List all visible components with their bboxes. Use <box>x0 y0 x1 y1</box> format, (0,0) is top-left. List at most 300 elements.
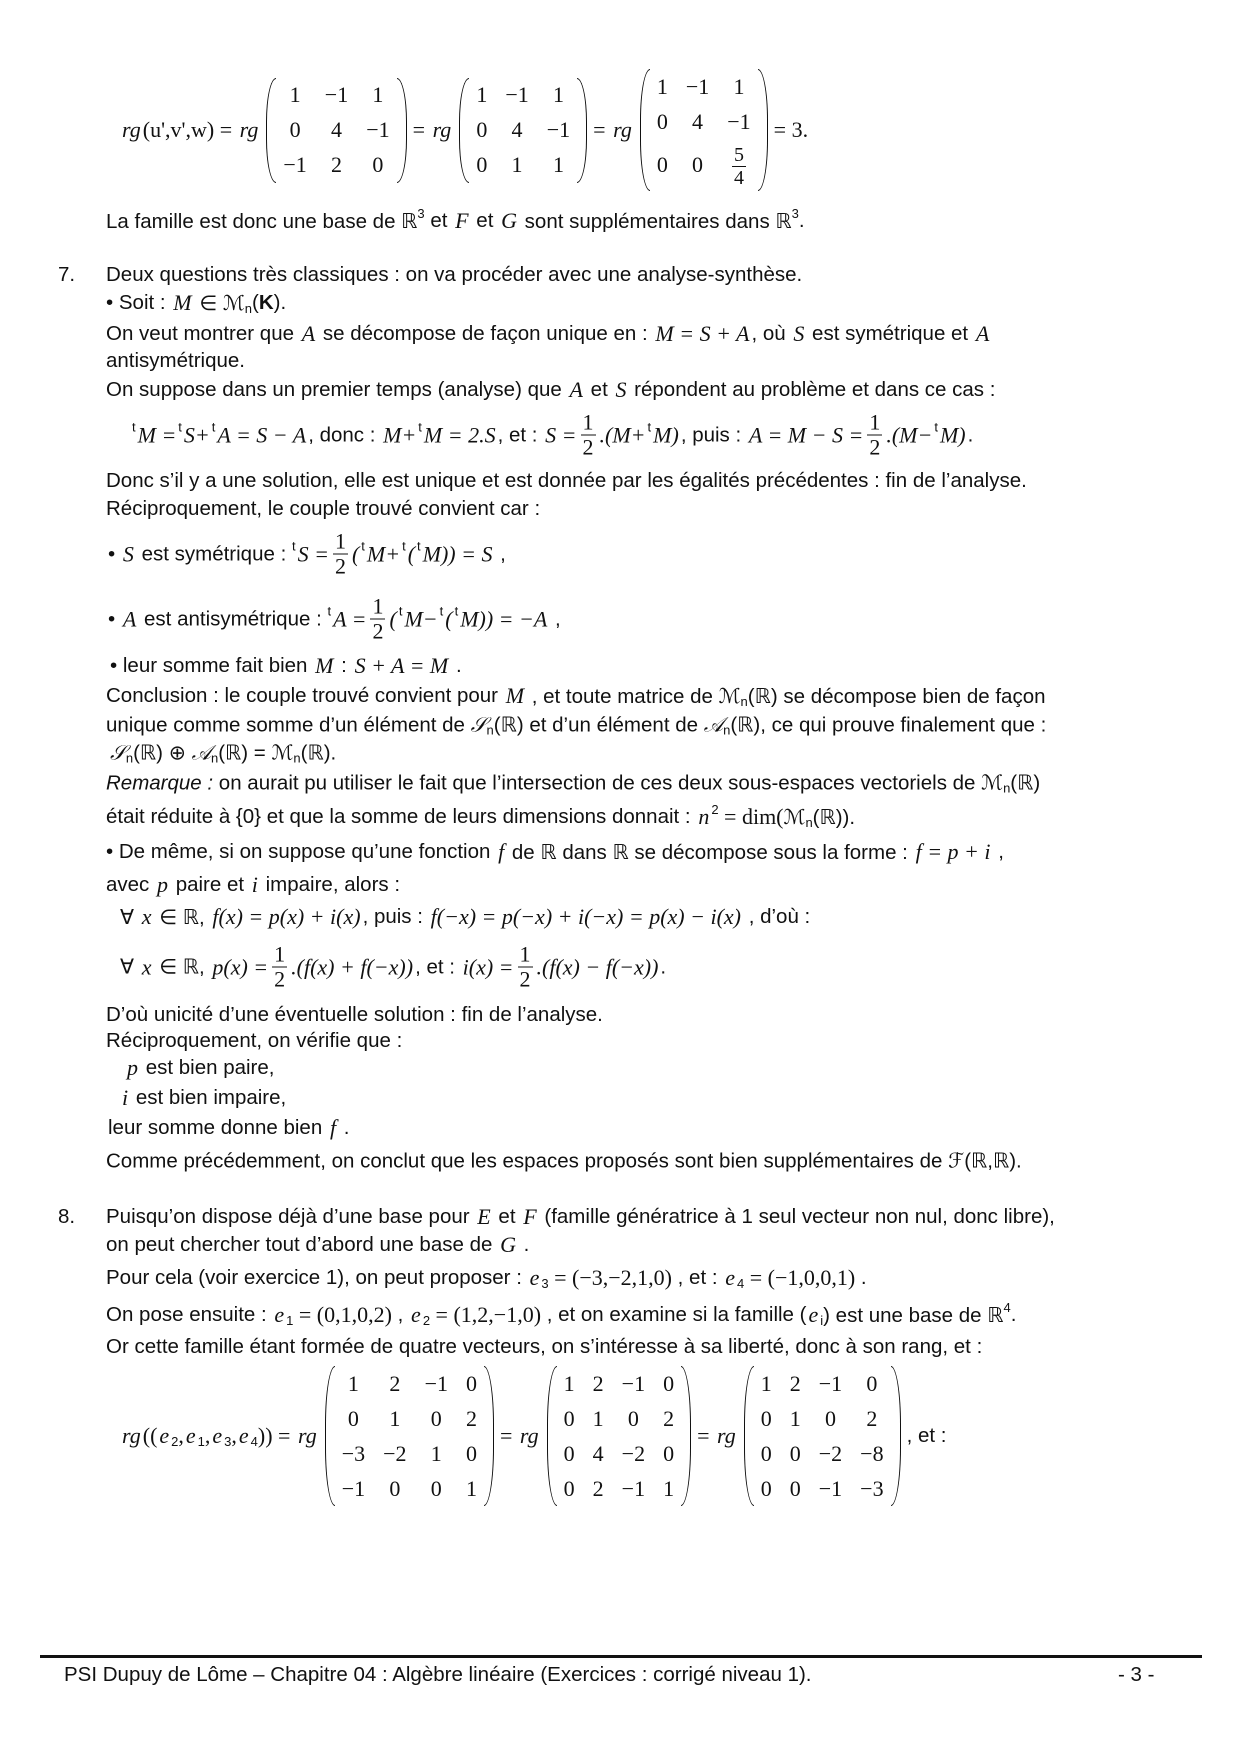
text-line <box>106 321 991 347</box>
text: Puisqu’on dispose déjà d’une base pour <box>106 1205 476 1228</box>
fraction-denominator: 2 <box>869 434 881 460</box>
math-expression: p <box>127 1055 138 1080</box>
matrix-cell: 4 <box>511 117 523 142</box>
math-expression: e <box>212 1423 223 1448</box>
text: , <box>494 542 506 565</box>
text: , puis : <box>362 905 429 928</box>
text-line <box>120 904 810 930</box>
text: (ℝ) et d’un élément de <box>493 713 704 737</box>
matrix <box>744 1366 901 1506</box>
matrix-cell <box>718 139 759 191</box>
matrix-cell: 0 <box>465 1370 477 1396</box>
math-expression: M)) = −A <box>460 606 548 631</box>
text: . <box>338 1116 350 1139</box>
matrix-cell: −1 <box>685 73 710 99</box>
text: . <box>450 654 462 677</box>
math-expression: = <box>499 1423 518 1448</box>
math-expression: f(x) = p(x) + i(x) <box>212 904 361 929</box>
math-expression: .(M− <box>886 422 933 447</box>
matrix-cell: 2 <box>592 1475 604 1501</box>
math-expression: e <box>725 1265 736 1290</box>
matrix-cell: 0 <box>465 1440 477 1466</box>
subscript: 1 <box>286 1312 294 1328</box>
math-expression: S+ <box>183 422 210 447</box>
superscript: t <box>361 538 365 554</box>
math-expression: F <box>455 208 469 233</box>
text-line <box>106 1149 1022 1174</box>
matrix-cell: 1 <box>347 1370 359 1396</box>
matrix-cell: 2 <box>465 1405 477 1431</box>
matrix-cell: 2 <box>592 1370 604 1396</box>
fraction-denominator: 4 <box>733 167 744 189</box>
matrix-cell: −3 <box>860 1475 884 1501</box>
superscript: t <box>132 419 136 435</box>
fraction-denominator: 2 <box>372 618 384 644</box>
matrix-cell: 0 <box>563 1405 575 1431</box>
matrix-cell: 0 <box>656 108 668 134</box>
text: Deux questions très classiques : on va procéder avec une analyse-synthèse. <box>106 263 803 286</box>
matrix-cell: −1 <box>505 82 529 107</box>
matrix-cell: 2 <box>389 1370 401 1396</box>
text: : <box>335 654 353 677</box>
math-expression: S = <box>297 541 329 566</box>
text: , et on examine si la famille ( <box>541 1303 807 1326</box>
text: (ℝ) ⊕ <box>133 741 192 765</box>
matrix-cell: −2 <box>621 1440 646 1466</box>
math-expression: S <box>793 321 805 346</box>
text-line <box>106 683 1046 709</box>
superscript: t <box>211 419 216 435</box>
math-expression: .(f(x) + f(−x)) <box>291 954 414 979</box>
matrix-cell: 1 <box>552 152 564 177</box>
matrix-cell: 0 <box>476 117 488 142</box>
text-line <box>106 1003 603 1027</box>
matrix-cell: 1 <box>733 73 745 99</box>
matrix-cell: −2 <box>383 1440 407 1466</box>
text: (ℝ) se décompose bien de façon <box>747 684 1046 708</box>
text: ℳ <box>783 805 806 829</box>
superscript: t <box>398 603 403 619</box>
math-expression: p(x) = <box>212 954 269 979</box>
math-expression: f(−x) = p(−x) + i(−x) = p(x) − i(x) <box>430 904 741 929</box>
matrix-cell: 0 <box>789 1475 801 1501</box>
text: Or cette famille étant formée de quatre vecteurs, on s’intéresse à sa liberté, donc à son rang, et : <box>106 1335 983 1358</box>
text: (ℝ)). <box>812 805 856 829</box>
text-line <box>120 69 808 191</box>
math-expression: x <box>141 954 152 979</box>
matrix-cell: 4 <box>331 117 342 142</box>
matrix-cell: 1 <box>372 82 384 107</box>
math-expression: e <box>529 1265 540 1290</box>
text: Réciproquement, on vérifie que : <box>106 1029 403 1052</box>
matrix-cell: 4 <box>592 1440 604 1466</box>
math-expression: e <box>274 1302 285 1327</box>
text: La famille est donc une base de ℝ <box>106 209 418 233</box>
math-expression: (u',v',w) = <box>142 117 238 142</box>
matrix-cell: −2 <box>818 1440 843 1466</box>
math-expression: A = S − A <box>217 422 307 447</box>
item-number: 8. <box>58 1205 76 1228</box>
matrix-cell: 0 <box>866 1370 878 1396</box>
matrix-cell: 0 <box>656 152 668 177</box>
math-expression: M) <box>939 422 966 447</box>
math-expression: S + A = M <box>354 653 449 678</box>
text: , et : <box>415 955 461 978</box>
italic-text: 𝒜 <box>191 741 211 764</box>
text: ). <box>273 291 287 314</box>
text-line <box>108 530 506 579</box>
math-expression: = dim( <box>718 804 784 829</box>
text-line <box>132 411 973 460</box>
fraction <box>581 411 596 460</box>
fraction <box>370 595 385 644</box>
text-line <box>106 469 1027 493</box>
math-expression: n <box>698 804 710 829</box>
subscript: n <box>723 722 731 738</box>
text-line <box>106 1204 1055 1230</box>
math-expression: = <box>697 1423 715 1448</box>
math-expression: M+ <box>383 422 417 447</box>
matrix-cell: −1 <box>424 1370 448 1396</box>
math-expression: x <box>141 904 152 929</box>
matrix-cell: 0 <box>372 152 384 177</box>
text-line <box>120 943 666 992</box>
math-expression: S = <box>545 422 577 447</box>
math-expression: A = <box>333 606 367 631</box>
subscript: n <box>244 300 253 316</box>
matrix <box>325 1366 494 1506</box>
text-line <box>106 497 540 521</box>
math-expression: e <box>411 1302 421 1327</box>
math-expression: ( <box>389 606 397 631</box>
text: est symétrique : <box>135 542 292 565</box>
subscript: n <box>1003 780 1011 796</box>
superscript: t <box>418 419 422 435</box>
superscript: 2 <box>711 801 719 817</box>
text: paire et <box>170 873 250 896</box>
text: D’où unicité d’une éventuelle solution : fin de l’analyse. <box>106 1003 603 1026</box>
text: ∈ ℝ, <box>153 955 211 979</box>
text: On veut montrer que <box>106 322 300 345</box>
math-expression: A = M − S = <box>748 422 864 447</box>
matrix-cell: 2 <box>331 152 342 177</box>
text: unique comme somme d’un élément de <box>106 713 471 736</box>
math-expression: = 3. <box>773 117 809 142</box>
text: , et toute matrice de ℳ <box>526 684 741 708</box>
text: (ℝ). <box>300 741 337 765</box>
matrix-cell: −1 <box>283 152 307 177</box>
math-expression: , <box>231 1423 237 1448</box>
text-line <box>106 771 1040 796</box>
text: , puis : <box>680 423 747 446</box>
italic-text: 𝒮 <box>110 741 126 764</box>
math-expression: = <box>412 117 431 142</box>
subscript: n <box>740 693 748 709</box>
math-expression: = (−3,−2,1,0) <box>548 1265 672 1290</box>
text-line <box>106 263 802 287</box>
text: ( <box>252 291 259 314</box>
fraction <box>732 144 746 189</box>
text: était réduite à {0} et que la somme de leurs dimensions donnait : <box>106 805 697 828</box>
matrix <box>266 78 406 183</box>
text: , et : <box>497 423 544 446</box>
matrix-cell: 0 <box>692 152 704 177</box>
text-line <box>106 377 995 403</box>
math-expression: = (−1,0,0,1) <box>744 1265 856 1290</box>
matrix-cell: 0 <box>430 1475 442 1501</box>
subscript: n <box>805 814 813 830</box>
math-expression: M <box>315 653 334 678</box>
text: Réciproquement, le couple trouvé convient car : <box>106 497 541 520</box>
text: On suppose dans un premier temps (analyse) que <box>106 378 568 401</box>
math-expression: i <box>122 1085 129 1110</box>
superscript: 3 <box>791 205 799 221</box>
text: ∈ ℳ <box>193 291 245 315</box>
text: Conclusion : le couple trouvé convient pour <box>106 684 504 707</box>
math-expression: f = p + i <box>915 839 991 864</box>
math-expression: rg <box>432 117 452 142</box>
matrix-cell: −1 <box>341 1475 366 1501</box>
matrix-cell: 0 <box>663 1370 675 1396</box>
text: , et : <box>671 1266 724 1289</box>
matrix-cell: 0 <box>476 152 488 177</box>
text: avec <box>106 873 155 896</box>
text: (ℝ) = ℳ <box>218 741 294 765</box>
matrix-cell: −1 <box>621 1475 646 1501</box>
text: . <box>660 955 667 978</box>
matrix-cell: 1 <box>511 152 523 177</box>
text-line <box>106 839 1004 865</box>
text: Comme précédemment, on conclut que les espaces proposés sont bien supplémentaires de ℱ(ℝ,ℝ). <box>106 1149 1022 1173</box>
math-expression: e <box>159 1423 170 1448</box>
text-line <box>108 1115 349 1141</box>
text: ∀ <box>120 955 140 979</box>
math-expression: e <box>238 1423 249 1448</box>
matrix-cell: 0 <box>347 1405 359 1431</box>
text: ∈ ℝ, <box>153 905 211 929</box>
math-expression: M+ <box>366 541 401 566</box>
matrix-cell: 0 <box>789 1440 801 1466</box>
fraction <box>518 943 533 992</box>
text: , où <box>751 322 792 345</box>
fraction-denominator: 2 <box>519 966 531 992</box>
matrix-cell: 1 <box>760 1370 772 1396</box>
matrix-cell: 1 <box>476 82 488 107</box>
subscript: n <box>125 750 134 766</box>
fraction-numerator: 1 <box>519 941 531 967</box>
subscript: 1 <box>197 1433 205 1449</box>
matrix-cell: −3 <box>341 1440 366 1466</box>
text-line <box>108 595 561 644</box>
matrix-cell: 1 <box>465 1475 477 1501</box>
matrix-cell: 1 <box>430 1440 442 1466</box>
text: répondent au problème et dans ce cas : <box>628 378 996 401</box>
fraction-numerator: 1 <box>334 528 346 554</box>
superscript: t <box>327 603 332 619</box>
math-expression: rg <box>613 117 632 142</box>
text: et <box>424 209 454 232</box>
text: • <box>108 542 121 565</box>
text-line <box>106 801 856 830</box>
text-line <box>106 872 400 898</box>
matrix-cell: −1 <box>818 1475 843 1501</box>
italic-text: 𝒮 <box>470 713 487 736</box>
text: se décompose de façon unique en : <box>317 322 654 345</box>
matrix-cell: 1 <box>663 1475 675 1501</box>
text: , d’où : <box>743 905 811 928</box>
math-expression: S <box>615 377 627 402</box>
text-line <box>125 1055 274 1081</box>
math-expression: i(x) = <box>462 954 514 979</box>
matrix-cell: 1 <box>656 73 668 99</box>
matrix-cell: 1 <box>552 82 564 107</box>
math-expression: (( <box>142 1423 158 1448</box>
text-line <box>106 1265 867 1291</box>
text: On pose ensuite : <box>106 1303 273 1326</box>
text: • leur somme fait bien <box>110 654 314 677</box>
text-line <box>110 653 462 679</box>
text-line <box>120 1085 286 1111</box>
fraction-numerator: 1 <box>869 409 881 435</box>
text: est symétrique et <box>806 322 974 345</box>
fraction-denominator: 2 <box>334 553 346 579</box>
math-expression: f <box>498 839 505 864</box>
math-expression: = (1,2,−1,0) <box>430 1302 542 1327</box>
text: , donc : <box>308 423 382 446</box>
text: sont supplémentaires dans ℝ <box>518 209 792 233</box>
matrix-cell: 0 <box>563 1440 575 1466</box>
matrix-cell: −8 <box>860 1440 884 1466</box>
math-expression: M = 2.S <box>423 422 496 447</box>
text: . <box>855 1266 867 1289</box>
text: . <box>517 1233 530 1256</box>
matrix-cell: 1 <box>789 1405 801 1431</box>
matrix-cell: 4 <box>692 108 704 134</box>
fraction-numerator: 1 <box>372 593 384 619</box>
matrix-cell: 0 <box>389 1475 401 1501</box>
matrix-cell: 0 <box>627 1405 639 1431</box>
text: (famille génératrice à 1 seul vecteur non nul, donc libre), <box>538 1205 1055 1228</box>
superscript: 3 <box>417 205 425 221</box>
math-expression: F <box>523 1204 537 1229</box>
text: Pour cela (voir exercice 1), on peut proposer : <box>106 1266 528 1289</box>
superscript: 4 <box>1003 1299 1011 1315</box>
bold-text: K <box>258 291 274 314</box>
text-line <box>106 1029 402 1053</box>
text: , <box>549 607 561 630</box>
math-expression: S <box>122 541 134 566</box>
text: leur somme donne bien <box>108 1116 328 1139</box>
matrix-cell: −1 <box>546 117 571 142</box>
text: . <box>1010 1303 1017 1326</box>
text: . <box>798 209 805 232</box>
subscript: i <box>820 1312 824 1328</box>
text: et <box>470 209 500 232</box>
math-expression: rg <box>239 117 259 142</box>
matrix-cell: −1 <box>366 117 390 142</box>
fraction <box>333 530 348 579</box>
subscript: 2 <box>171 1433 179 1449</box>
superscript: t <box>291 538 296 554</box>
text: ∀ <box>120 905 140 929</box>
math-expression: ( <box>445 606 453 631</box>
math-expression: f <box>329 1115 337 1140</box>
text: , <box>391 1303 410 1326</box>
text: et <box>492 1205 522 1228</box>
subscript: n <box>486 722 494 738</box>
math-expression: M <box>173 290 192 315</box>
math-expression: M− <box>404 606 438 631</box>
math-expression: .(M+ <box>599 422 646 447</box>
matrix-cell: −1 <box>818 1370 843 1396</box>
matrix-cell: 2 <box>663 1405 675 1431</box>
math-expression: ( <box>407 541 416 566</box>
italic-text: 𝒜 <box>703 713 724 736</box>
page-number: - 3 - <box>1118 1663 1155 1686</box>
math-expression: E <box>477 1204 491 1229</box>
text-line <box>106 1232 529 1258</box>
math-expression: A <box>301 321 316 346</box>
italic-text: Remarque : <box>106 771 214 794</box>
text: et <box>584 378 614 401</box>
text-line <box>106 1335 982 1359</box>
fraction-denominator: 2 <box>274 966 286 992</box>
text: impaire, alors : <box>259 873 401 896</box>
text-line <box>106 349 245 373</box>
math-expression: M = S + A <box>655 321 750 346</box>
matrix <box>547 1366 691 1506</box>
math-expression: .(f(x) − f(−x)) <box>536 954 659 979</box>
matrix-cell: 2 <box>866 1405 878 1431</box>
math-expression: = <box>593 117 612 142</box>
fraction-denominator: 2 <box>582 434 594 460</box>
math-expression: = (0,1,0,2) <box>293 1302 392 1327</box>
text: est bien paire, <box>140 1056 275 1079</box>
superscript: t <box>439 603 444 619</box>
text: • <box>108 607 121 630</box>
superscript: t <box>454 603 459 619</box>
math-expression: )) = <box>257 1423 296 1448</box>
footer-title: PSI Dupuy de Lôme – Chapitre 04 : Algèbre linéaire (Exercices : corrigé niveau 1). <box>64 1663 812 1686</box>
math-expression: rg <box>717 1423 736 1448</box>
superscript: t <box>417 538 421 554</box>
matrix-cell: 0 <box>289 117 301 142</box>
math-expression: G <box>501 208 517 233</box>
text-line <box>106 205 805 234</box>
text-line <box>106 713 1046 738</box>
math-expression: A <box>975 321 990 346</box>
text: ) est une base de ℝ <box>823 1303 1004 1327</box>
fraction-numerator: 1 <box>582 409 594 435</box>
math-expression: rg <box>122 1423 141 1448</box>
fraction-numerator: 5 <box>733 144 744 166</box>
text-line <box>120 1366 946 1506</box>
subscript: n <box>293 750 301 766</box>
subscript: 2 <box>422 1312 431 1328</box>
math-expression: ( <box>351 541 360 566</box>
matrix-cell: 0 <box>760 1475 772 1501</box>
math-expression: , <box>204 1423 211 1448</box>
subscript: 3 <box>224 1433 232 1449</box>
text: est antisymétrique : <box>138 607 328 630</box>
subscript: 4 <box>250 1433 258 1449</box>
matrix-cell: 0 <box>760 1405 772 1431</box>
fraction-numerator: 1 <box>274 941 286 967</box>
text: de ℝ dans ℝ se décompose sous la forme : <box>506 840 914 864</box>
fraction <box>272 943 287 992</box>
math-expression: e <box>808 1302 819 1327</box>
math-expression: M <box>505 683 525 708</box>
